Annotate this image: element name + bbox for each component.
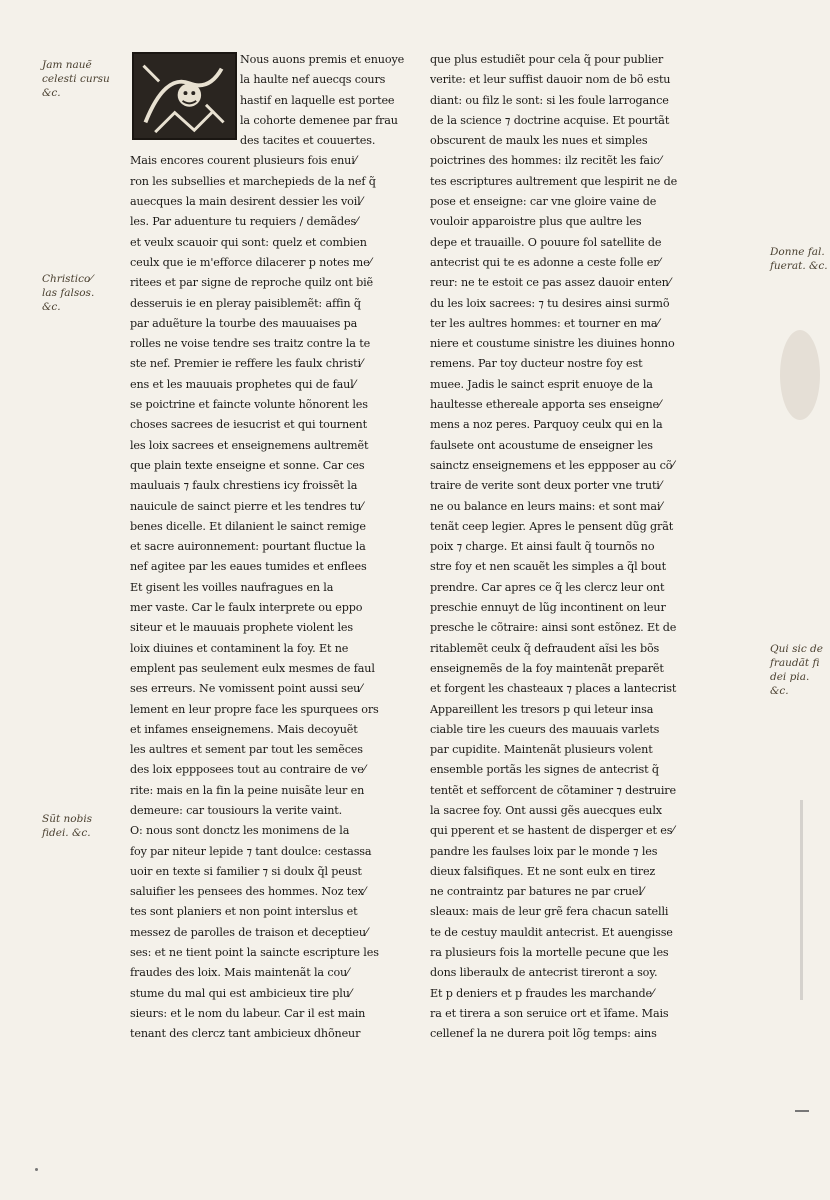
text-line: uoir en texte si familier ⁊ si doulx q̃l peust xyxy=(130,864,362,878)
text-line: siteur et le mauuais prophete violent les xyxy=(130,621,353,635)
text-line: des tacites et couuertes. xyxy=(240,134,376,148)
text-line: les loix sacrees et enseignemens aultremẽt xyxy=(130,438,369,452)
print-mark xyxy=(795,1110,809,1112)
text-line: prendre. Car apres ce q̃ les clercz leur ont xyxy=(430,580,665,594)
text-line: les aultres et sement par tout les semẽces xyxy=(130,743,363,757)
text-line: vouloir apparoistre plus que aultre les xyxy=(430,215,642,229)
text-line: presche le cõtraire: ainsi sont estõnez. Et de xyxy=(430,621,677,635)
text-line: pose et enseigne: car vne gloire vaine de xyxy=(430,195,657,209)
margin-gloss-4: Donne fal. fuerat. &c. xyxy=(770,246,828,272)
page-edge-shadow xyxy=(800,800,803,1000)
text-line: tenant des clercz tant ambicieux dhõneur xyxy=(130,1027,361,1041)
text-line: par cupidite. Maintenãt plusieurs volent xyxy=(430,743,653,757)
text-line: choses sacrees de iesucrist et qui tournent xyxy=(130,418,367,432)
text-line: rite: mais en la fin la peine nuisãte leur en xyxy=(130,783,365,797)
text-line: verite: et leur suffist dauoir nom de bõ estu xyxy=(430,73,671,87)
text-line: Appareillent les tresors p qui leteur insa xyxy=(430,702,654,716)
text-line: et veulx scauoir qui sont: quelz et combien xyxy=(130,235,367,249)
text-line: la sacree foy. Ont aussi gẽs auecques eulx xyxy=(430,803,662,817)
text-line: les. Par aduenture tu requiers / demãdes⁄ xyxy=(130,215,358,229)
text-line: la haulte nef auecqs cours xyxy=(240,73,386,87)
text-line: ne contraintz par batures ne par cruel⁄ xyxy=(430,885,644,899)
text-line: sainctz enseignemens et les eppposer au cõ⁄ xyxy=(430,458,675,472)
margin-gloss-1: Jam nauẽ celesti cursu &c. xyxy=(42,59,110,99)
text-line: du les loix sacrees: ⁊ tu desires ainsi surmõ xyxy=(430,296,670,310)
text-line: sieurs: et le nom du labeur. Car il est main xyxy=(130,1006,366,1020)
text-line: mens a noz peres. Parquoy ceulx qui en la xyxy=(430,418,663,432)
text-line: poix ⁊ charge. Et ainsi fault q̃ tournõs no xyxy=(430,540,655,554)
text-line: que plain texte enseigne et sonne. Car ces xyxy=(130,458,365,472)
text-line: nauicule de sainct pierre et les tendres tu⁄ xyxy=(130,499,363,513)
text-line: et infames enseignemens. Mais decoyuẽt xyxy=(130,722,358,736)
text-line: messez de parolles de traison et deceptieu⁄ xyxy=(130,925,368,939)
text-line: nef agitee par les eaues tumides et enflees xyxy=(130,560,367,574)
text-line: ra plusieurs fois la mortelle pecune que les xyxy=(430,946,669,960)
text-line: Mais encores courent plusieurs fois enui⁄ xyxy=(130,154,357,168)
text-line: emplent pas seulement eulx mesmes de faul xyxy=(130,661,375,675)
margin-gloss-3: Sũt nobis fidei. &c. xyxy=(42,813,93,839)
text-line: preschie ennuyt de lũg incontinent on leur xyxy=(430,601,666,615)
text-line: dons liberaulx de antecrist tireront a soy. xyxy=(430,966,658,980)
text-line: te de cestuy mauldit antecrist. Et auengisse xyxy=(430,925,673,939)
text-line: Et gisent les voilles naufragues en la xyxy=(130,580,334,594)
text-line: tes escriptures aultrement que lespirit ne de xyxy=(430,174,678,188)
text-line: rolles ne voise tendre ses traitz contre la te xyxy=(130,337,371,351)
text-line: mer vaste. Car le faulx interprete ou eppo xyxy=(130,601,363,615)
text-line: cellenef la ne durera poit lõg temps: ains xyxy=(430,1027,657,1041)
text-line: saluifier les pensees des hommes. Noz tex⁄ xyxy=(130,885,366,899)
text-line: et forgent les chasteaux ⁊ places a lantecrist xyxy=(430,682,677,696)
text-line: par aduẽture la tourbe des mauuaises pa xyxy=(130,316,358,330)
text-line: tentẽt et sefforcent de cõtaminer ⁊ destruire xyxy=(430,783,676,797)
text-line: auecques la main desirent dessier les voil⁄ xyxy=(130,195,363,209)
text-line: fraudes des loix. Mais maintenãt la cou⁄ xyxy=(130,966,349,980)
text-line: sleaux: mais de leur grẽ fera chacun satelli xyxy=(430,905,669,919)
text-line: Nous auons premis et enuoye xyxy=(240,53,405,66)
text-line: des loix eppposees tout au contraire de ve⁄ xyxy=(130,763,366,777)
text-line: enseignemẽs de la foy maintenãt preparẽt xyxy=(430,661,664,675)
text-line: mauluais ⁊ faulx chrestiens icy froissẽt la xyxy=(130,479,358,493)
text-line: ses: et ne tient point la saincte escripture les xyxy=(130,946,379,960)
text-line: ens et les mauuais prophetes qui de faul⁄ xyxy=(130,377,356,391)
text-line: O: nous sont donctz les monimens de la xyxy=(130,824,350,838)
text-line: haultesse ethereale apporta ses enseigne⁄ xyxy=(430,398,661,412)
text-line: foy par niteur lepide ⁊ tant doulce: cestassa xyxy=(130,844,372,858)
text-line: benes dicelle. Et dilanient le sainct remige xyxy=(130,519,366,533)
text-column-right xyxy=(430,50,760,1045)
text-column-left xyxy=(130,50,440,1045)
text-line: ses erreurs. Ne vomissent point aussi seu⁄ xyxy=(130,682,362,696)
text-line: pandre les faulses loix par le monde ⁊ les xyxy=(430,844,658,858)
text-line: antecrist qui te es adonne a ceste folle er⁄ xyxy=(430,255,661,269)
text-line: de la science ⁊ doctrine acquise. Et pourtãt xyxy=(430,113,670,127)
text-line: traire de verite sont deux porter vne truti⁄ xyxy=(430,479,662,493)
text-line: ra et tirera a son seruice ort et īfame. Mais xyxy=(430,1006,669,1020)
text-line: faulsete ont acoustume de enseigner les xyxy=(430,438,653,452)
margin-gloss-2: Christico⁄ las falsos. &c. xyxy=(42,273,95,313)
text-line: ne ou balance en leurs mains: et sont mai⁄ xyxy=(430,499,662,513)
text-line: dieux falsifiques. Et ne sont eulx en tirez xyxy=(430,864,656,878)
text-line: hastif en laquelle est portee xyxy=(240,93,395,107)
text-line: se poictrine et faincte volunte hõnorent les xyxy=(130,398,368,412)
text-line: ritablemẽt ceulx q̃ defraudent aĩsi les bõs xyxy=(430,641,660,655)
text-line: niere et coustume sinistre les diuines honno xyxy=(430,337,675,351)
page-stain xyxy=(780,330,820,420)
text-line: depe et trauaille. O pouure fol satellite de xyxy=(430,235,662,249)
text-line: poictrines des hommes: ilz recitẽt les faic⁄ xyxy=(430,154,662,168)
text-line: tes sont planiers et non point interslus et xyxy=(130,905,358,919)
text-line: la cohorte demenee par frau xyxy=(240,113,398,127)
text-line: ensemble portãs les signes de antecrist q̃ xyxy=(430,763,659,777)
text-line: demeure: car tousiours la verite vaint. xyxy=(130,803,343,817)
text-line: stume du mal qui est ambicieux tire plu⁄ xyxy=(130,986,352,1000)
text-line: diant: ou filz le sont: si les foule larrogance xyxy=(430,93,669,107)
text-line: que plus estudiẽt pour cela q̃ pour publier xyxy=(430,53,664,66)
text-line: muee. Jadis le sainct esprit enuoye de la xyxy=(430,377,653,391)
text-line: lement en leur propre face les spurquees ors xyxy=(130,702,379,716)
text-line: ste nef. Premier ie reffere les faulx christi⁄ xyxy=(130,357,363,371)
text-line: qui pperent et se hastent de disperger et es⁄ xyxy=(430,824,675,838)
margin-gloss-5: Qui sic de fraudãt fi dei pia. &c. xyxy=(770,643,823,697)
text-line: remens. Par toy ducteur nostre foy est xyxy=(430,357,643,371)
text-line: ciable tire les cueurs des mauuais varlets xyxy=(430,722,660,736)
text-line: loix diuines et contaminent la foy. Et ne xyxy=(130,641,349,655)
text-line: Et p deniers et p fraudes les marchande⁄ xyxy=(430,986,654,1000)
text-line: reur: ne te estoit ce pas assez dauoir enten⁄ xyxy=(430,276,671,290)
text-line: stre foy et nen scauẽt les simples a q̃l bout xyxy=(430,560,666,574)
text-line: ter les aultres hommes: et tourner en ma⁄ xyxy=(430,316,660,330)
text-line: desseruis ie en pleray paisiblemẽt: affin q̃ xyxy=(130,296,361,310)
text-line: tenãt ceep legier. Apres le pensent dũg grãt xyxy=(430,519,674,533)
text-line: obscurent de maulx les nues et simples xyxy=(430,134,648,148)
text-line: ron les subsellies et marchepieds de la nef q̃ xyxy=(130,174,376,188)
print-dot xyxy=(35,1168,38,1171)
text-line: et sacre auironnement: pourtant fluctue la xyxy=(130,540,366,554)
text-line: ritees et par signe de reproche quilz ont biẽ xyxy=(130,276,374,290)
text-line: ceulx que ie m'efforce dilacerer p notes me⁄ xyxy=(130,255,372,269)
